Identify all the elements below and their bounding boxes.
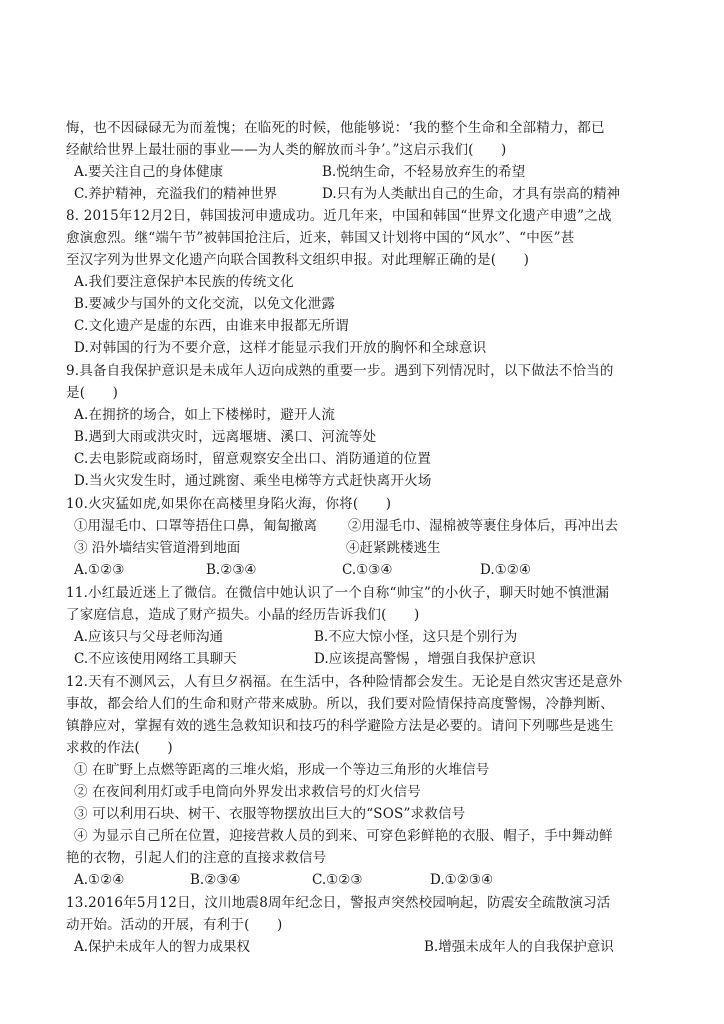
q10-option-d: D.①②④ xyxy=(480,562,531,578)
q11-option-d: D.应该提高警惕 ，增强自我保护意识 xyxy=(314,651,536,667)
q10-item-4: ④赶紧跳楼逃生 xyxy=(346,540,441,556)
q8-option-a: A.我们要注意保护本民族的传统文化 xyxy=(74,274,294,290)
q10-item-1: ①用湿毛巾、口罩等捂住口鼻，匍匐撤离 xyxy=(74,518,317,534)
q10-stem: 10.火灾猛如虎,如果你在高楼里身陷火海，你将( ) xyxy=(66,496,392,512)
q12-stem-line2: 事故，都会给人们的生命和财产带来威胁。所以，我们要对险情保持高度警惕，冷静判断、 xyxy=(66,696,614,712)
q9-option-a: A.在拥挤的场合，如上下楼梯时，避开人流 xyxy=(74,407,336,423)
q8-option-b: B.要减少与国外的文化交流，以免文化泄露 xyxy=(74,296,336,312)
q13-stem-line1: 13.2016年5月12日，汶川地震8周年纪念日，警报声突然校园响起，防震安全疏散演习活 xyxy=(66,895,611,911)
q11-stem-line1: 11.小红最近迷上了微信。在微信中她认识了一个自称“帅宝”的小伙子，聊天时她不慎泄漏 xyxy=(66,585,610,601)
q10-item-2: ②用湿毛巾、湿棉被等裹住身体后，再冲出去 xyxy=(348,518,618,534)
q8-stem-line1: 8. 2015年12月2日，韩国拔河申遗成功。近几年来，中国和韩国“世界文化遗产申遗”之战 xyxy=(66,208,612,224)
q12-option-a: A.①②④ xyxy=(74,872,125,888)
q12-stem-line1: 12.天有不测风云，人有旦夕祸福。在生活中，各种险情都会发生。无论是自然灾害还是意外 xyxy=(66,674,623,690)
q12-stem-line4: 求救的作法( ) xyxy=(66,740,173,756)
q12-item-4-line2: 艳的衣物，引起人们的注意的直接求救信号 xyxy=(66,850,327,866)
q9-option-b: B.遇到大雨或洪灾时，远离堰塘、溪口、河流等处 xyxy=(74,429,377,445)
q11-option-a: A.应该只与父母老师沟通 xyxy=(74,629,224,645)
q11-stem-line2: 了家庭信息，造成了财产损失。小晶的经历告诉我们( ) xyxy=(66,607,420,623)
q11-option-b: B.不应大惊小怪，这只是个别行为 xyxy=(314,629,518,645)
q10-option-c: C.①③④ xyxy=(342,562,393,578)
q8-option-d: D.对韩国的行为不要介意，这样才能显示我们开放的胸怀和全球意识 xyxy=(74,340,487,356)
q10-item-3: ③ 沿外墙结实管道滑到地面 xyxy=(74,540,241,556)
q8-stem-line3: 至汉字列为世界文化遗产向联合国教科文组织申报。对此理解正确的是( ) xyxy=(66,252,530,268)
q12-item-3: ③ 可以利用石块、树干、衣服等物摆放出巨大的“SOS”求救信号 xyxy=(74,806,466,822)
q12-option-d: D.①②③④ xyxy=(430,872,494,888)
q7-option-c: C.养护精神，充溢我们的精神世界 xyxy=(74,186,278,202)
q8-stem-line2: 愈演愈烈。继“端午节”被韩国抢注后，近来，韩国又计划将中国的“风水”、“中医”甚 xyxy=(66,230,575,246)
q7-text-line1: 悔，也不因碌碌无为而羞愧；在临死的时候，他能够说：‘我的整个生命和全部精力，都已 xyxy=(66,120,605,136)
q12-item-1: ① 在旷野上点燃等距离的三堆火焰，形成一个等边三角形的火堆信号 xyxy=(74,762,490,778)
q12-item-2: ② 在夜间利用灯或手电筒向外界发出求救信号的灯火信号 xyxy=(74,784,421,800)
q9-option-c: C.去电影院或商场时，留意观察安全出口、消防通道的位置 xyxy=(74,451,432,467)
q12-option-c: C.①②③ xyxy=(312,872,363,888)
q11-option-c: C.不应该使用网络工具聊天 xyxy=(74,651,237,667)
q7-option-d: D.只有为人类献出自己的生命，才具有崇高的精神 xyxy=(322,186,621,202)
q7-option-b: B.悦纳生命，不轻易放弃生的希望 xyxy=(322,164,526,180)
q9-stem-line2: 是( ) xyxy=(66,385,119,401)
q8-option-c: C.文化遗产是虚的东西，由谁来申报都无所谓 xyxy=(74,318,349,334)
q9-stem-line1: 9.具备自我保护意识是未成年人迈向成熟的重要一步。遇到下列情况时，以下做法不恰当的 xyxy=(66,363,614,379)
q7-option-a: A.要关注自己的身体健康 xyxy=(74,164,224,180)
q12-stem-line3: 镇静应对，掌握有效的逃生急救知识和技巧的科学避险方法是必要的。请问下列哪些是逃生 xyxy=(66,718,614,734)
q12-item-4-line1: ④ 为显示自己所在位置，迎接营救人员的到来、可穿色彩鲜艳的衣服、帽子，手中舞动鲜 xyxy=(74,828,613,844)
q12-option-b: B.②③④ xyxy=(190,872,241,888)
q13-stem-line2: 动开始。活动的开展，有利于( ) xyxy=(66,917,283,933)
q10-option-a: A.①②③ xyxy=(74,562,125,578)
q13-option-a: A.保护未成年人的智力成果权 xyxy=(74,939,251,955)
q10-option-b: B.②③④ xyxy=(206,562,257,578)
q13-option-b: B.增强未成年人的自我保护意识 xyxy=(424,939,614,955)
q7-text-line2: 经献给世界上最壮丽的事业——为人类的解放而斗争’。”这启示我们( ) xyxy=(66,142,507,158)
q9-option-d: D.当火灾发生时，通过跳窗、乘坐电梯等方式赶快离开火场 xyxy=(74,473,432,489)
